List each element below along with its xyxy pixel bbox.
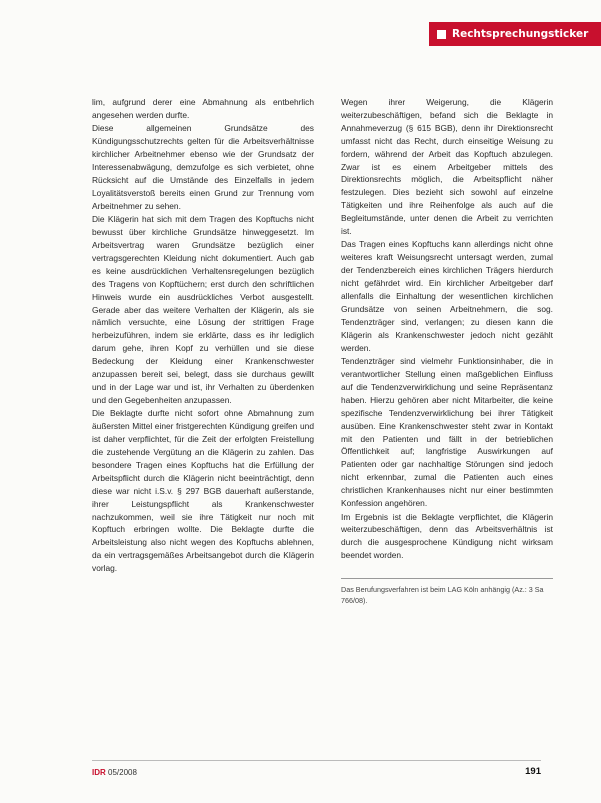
- paragraph: lim, aufgrund derer eine Abmahnung als entbehrlich angesehen werden durfte.: [92, 97, 314, 120]
- square-icon: [437, 30, 446, 39]
- paragraph: Das Tragen eines Kopftuchs kann allerdings nicht ohne weiteres kraft Weisungsrecht untersagt werden, zumal der Tendenzbereich eines kirchlichen Trägers hierdurch nicht gefährdet wird. Ein kirchlicher Arbeitgeber darf allenfalls die Einhaltung der wesentlichen kirchlichen Grundsätze von seinen Arbeitnehmern, die sog. Tendenzträger sind, verlangen; zu diesen kann die Klägerin als Krankenschwester jedoch nicht gezählt werden.: [341, 239, 553, 353]
- paragraph: Im Ergebnis ist die Beklagte verpflichtet, die Klägerin weiterzubeschäftigen, denn das Arbeitsverhältnis ist durch die ausgesprochene Kündigung nicht wirksam beendet worden.: [341, 511, 553, 561]
- journal-issue: [92, 768, 137, 777]
- page-footer: [92, 760, 541, 777]
- issue-number: 05/2008: [108, 768, 137, 777]
- section-label: Rechtsprechungsticker: [452, 28, 589, 40]
- paragraph: Tendenzträger sind vielmehr Funktionsinhaber, die in verantwortlicher Stellung einen maßgeblichen Einfluss auf die Tendenzverwirklichung und seine Repräsentanz haben. Hierzu gehören aber nicht Mitarbeiter, die keine spezifische Tendenzverwirklichung bei ihrer Tätigkeit ausüben. Eine Krankenschwester steht zwar in Kontakt mit den Patienten und fällt in der betrieblichen Öffentlichkeit auf; langfristige Auswirkungen auf Patienten oder gar nachhaltige Störungen sind jedoch nicht erkennbar, zumal die Patienten auch eines christlichen Krankenhauses nicht nur einer bestimmten Konfession angehören.: [341, 356, 553, 509]
- journal-brand: IDR: [92, 768, 106, 777]
- footnote: Das Berufungsverfahren ist beim LAG Köln anhängig (Az.: 3 Sa 766/08).: [341, 578, 553, 606]
- left-column: [92, 96, 314, 575]
- right-column: [341, 96, 553, 606]
- section-banner: [429, 22, 601, 46]
- paragraph: Die Klägerin hat sich mit dem Tragen des Kopftuchs nicht bewusst über kirchliche Grundsätze hinweggesetzt. Im Arbeitsvertrag waren Grundsätze bezüglich einer vertragsgerechten Kleidung nicht dokumentiert. Auch gab es keine ausdrücklichen Verhaltensregelungen bezüglich des Tragens von Kopftüchern; erst durch den schriftlichen Hinweis wurde ein ausdrückliches Verbot ausgestellt. Gerade aber das weitere Verhalten der Klägerin, als sie nämlich versuchte, eine Lösung der strittigen Frage herbeizuführen, indem sie erklärte, dass es ihr lediglich darum gehe, ihren Kopf zu verhüllen und sie diese Bedeckung der Kleidung einer Krankenschwester anzupassen bereit sei, belegt, dass sie durchaus gewillt und in der Lage war und ist, ihr Verhalten zu überdenken und den Gegebenheiten anzupassen.: [92, 214, 314, 405]
- paragraph: Die Beklagte durfte nicht sofort ohne Abmahnung zum äußersten Mittel einer fristgerechten Kündigung greifen und ist daher verpflichtet, für die Zeit der erfolgten Freistellung die zustehende Vergütung an die Klägerin zu zahlen. Das besondere Tragen eines Kopftuchs hat die Erfüllung der Arbeitspflicht durch die Klägerin nicht beeinträchtigt, denn diese war nicht i.S.v. § 297 BGB dauerhaft außerstande, ihrer Leistungspflicht als Krankenschwester nachzukommen, weil sie ihre Tätigkeit nur noch mit Kopftuch erbringen wollte. Die Beklagte durfte die Arbeitsleistung also nicht wegen des Kopftuchs ablehnen, da ein vertragsgemäßes Arbeitsangebot durch die Klägerin vorlag.: [92, 408, 314, 574]
- paragraph: Diese allgemeinen Grundsätze des Kündigungsschutzrechts gelten für die Arbeitsverhältnisse kirchlicher Arbeitnehmer ebenso wie der Grundsatz der Interessenabwägung, demzufolge es sich verbietet, ohne Rücksicht auf die Umstände des Einzelfalls in jedem Loyalitätsverstoß bereits einen Grund zur Trennung vom Arbeitnehmer zu sehen.: [92, 123, 314, 211]
- paragraph: Wegen ihrer Weigerung, die Klägerin weiterzubeschäftigen, befand sich die Beklagte in Annahmeverzug (§ 615 BGB), denn ihr Direktionsrecht umfasst nicht das Recht, durch einseitige Weisung zu fordern, während der Arbeit das Kopftuch abzulegen. Zwar ist es einem Arbeitgeber mittels des Direktionsrechts möglich, die Arbeitspflicht näher festzulegen. Dies bezieht sich sowohl auf einzelne Tätigkeiten und ihre Reihenfolge als auch auf die Begleitumstände, unter denen die Arbeit zu verrichten ist.: [341, 97, 553, 237]
- page-number: 191: [525, 766, 541, 777]
